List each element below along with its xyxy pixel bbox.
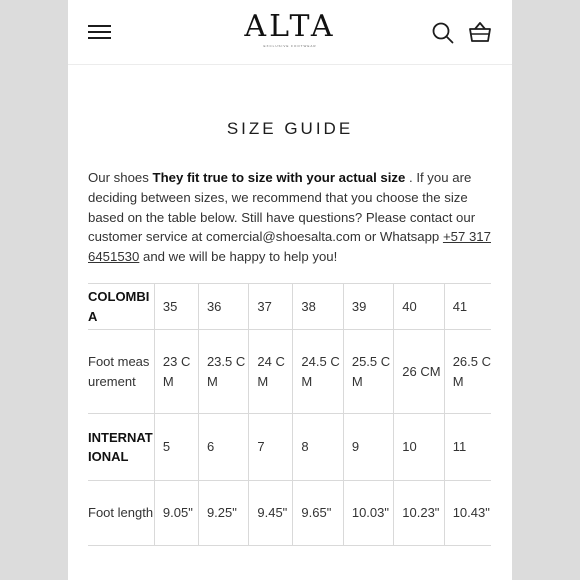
table-cell: 9.25" [198,481,248,546]
table-cell: 6 [198,414,248,481]
logo-tagline: EXCLUSIVE FOOTWEAR [263,44,317,48]
table-cell: 26 CM [394,330,444,414]
table-cell: 11 [444,414,491,481]
table-row [88,284,491,330]
table-row [88,330,491,414]
table-cell: 40 [394,284,444,330]
shopping-bag-icon[interactable] [468,20,492,44]
table-cell: 35 [154,284,198,330]
site-header [68,0,512,65]
table-cell: 10.03" [343,481,393,546]
table-row [88,414,491,481]
table-cell: 37 [249,284,293,330]
whatsapp-phone-link[interactable]: +57 317 6451530 [88,229,491,265]
row-label: INTERNATIONAL [88,414,154,481]
intro-lead: Our shoes [88,170,153,185]
table-cell: 23.5 CM [198,330,248,414]
table-cell: 9.65" [293,481,343,546]
table-cell: 41 [444,284,491,330]
page-title: SIZE GUIDE [226,119,354,139]
table-cell: 26.5 CM [444,330,491,414]
table-cell: 25.5 CM [343,330,393,414]
table-cell: 7 [249,414,293,481]
table-cell: 8 [293,414,343,481]
intro-tail: and we will be happy to help you! [139,249,338,265]
table-cell: 5 [154,414,198,481]
table-cell: 9.05" [154,481,198,546]
table-cell: 38 [293,284,343,330]
row-label: COLOMBIA [88,284,154,330]
table-cell: 10 [394,414,444,481]
row-label: Foot length [88,481,154,546]
table-cell: 9.45" [249,481,293,546]
size-guide-page [68,0,512,580]
intro-body: . If you are deciding between sizes, we recommend that you choose the size based on the table below. Still have questions? Please contact our customer service at comercial@shoesalta.com or Whatsapp [88,170,476,245]
size-table [88,283,491,546]
search-icon[interactable] [432,22,454,44]
table-cell: 23 CM [154,330,198,414]
table-cell: 24.5 CM [293,330,343,414]
table-cell: 39 [343,284,393,330]
table-row [88,481,491,546]
intro-paragraph [88,168,500,267]
table-cell: 10.43" [444,481,491,546]
logo-wordmark: ALTA [244,9,336,44]
table-cell: 9 [343,414,393,481]
table-cell: 24 CM [249,330,293,414]
intro-bold: They fit true to size with your actual size [152,170,406,185]
table-cell: 10.23" [394,481,444,546]
row-label: Foot measurement [88,330,154,414]
table-cell: 36 [198,284,248,330]
